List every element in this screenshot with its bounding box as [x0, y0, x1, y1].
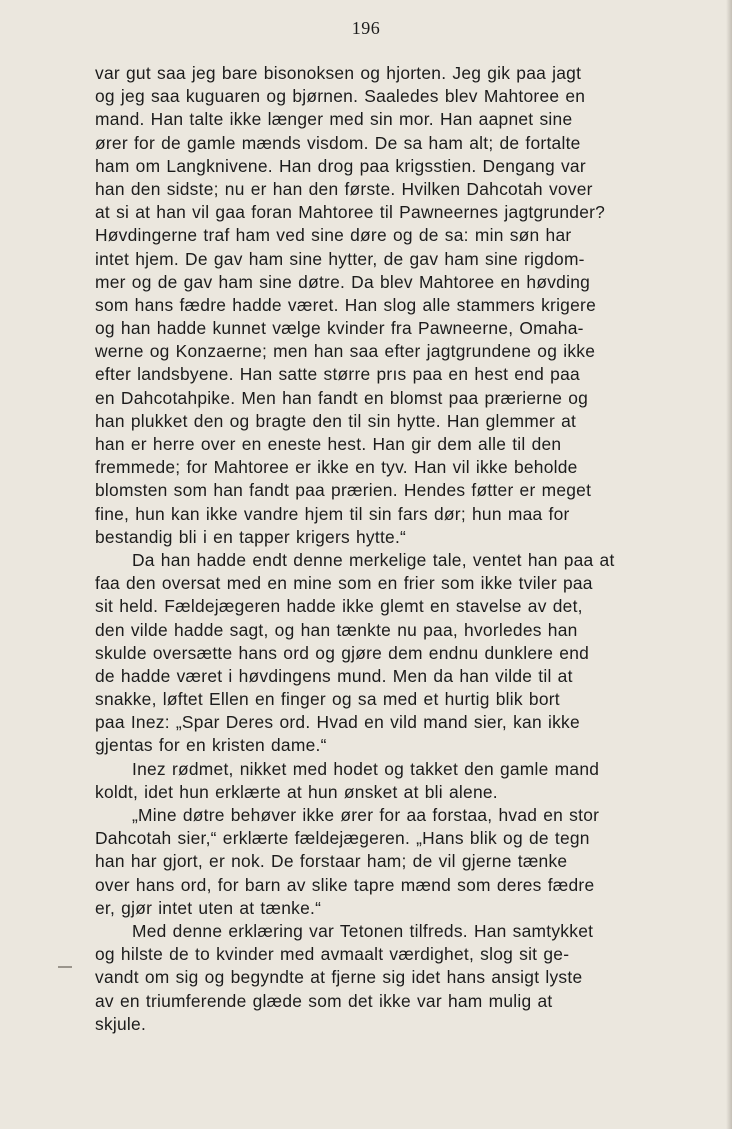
page-number: 196: [351, 18, 381, 38]
text-line: Høvdingerne traf ham ved sine døre og de sa: min søn har: [95, 225, 572, 246]
text-line: paa Inez: „Spar Deres ord. Hvad en vild mand sier, kan ikke: [95, 712, 580, 733]
margin-mark: [58, 966, 72, 968]
text-line: vandt om sig og begyndte at fjerne sig idet hans ansigt lyste: [95, 967, 583, 988]
paragraph-start-line: Inez rødmet, nikket med hodet og takket den gamle mand: [132, 758, 600, 779]
paragraph-start-line: Da han hadde endt denne merkelige tale, ventet han paa at: [132, 549, 615, 570]
paragraph-start-line: „Mine døtre behøver ikke ører for aa forstaa, hvad en stor: [132, 805, 600, 825]
text-line: blomsten som han fandt paa prærien. Hendes føtter er meget: [95, 480, 592, 501]
text-line: koldt, idet hun erklærte at hun ønsket at bli alene.: [95, 781, 498, 802]
text-line: er, gjør intet uten at tænke.“: [95, 897, 322, 918]
text-line: en Dahcotahpike. Men han fandt en blomst paa prærierne og: [95, 387, 589, 408]
text-line: snakke, løftet Ellen en finger og sa med et hurtig blik bort: [95, 689, 560, 710]
text-line: efter landsbyene. Han satte større prıs paa en hest end paa: [95, 364, 580, 385]
text-line: gjentas for en kristen dame.“: [95, 735, 327, 756]
text-line: ham om Langknivene. Han drog paa krigsstien. Dengang var: [95, 155, 586, 176]
text-line: og jeg saa kuguaren og bjørnen. Saaledes blev Mahtoree en: [95, 86, 586, 107]
text-line: faa den oversat med en mine som en frier som ikke tviler paa: [95, 573, 593, 594]
body-text: [95, 62, 715, 1036]
page-edge-shadow: [726, 0, 732, 1129]
paragraph-start-line: Med denne erklæring var Tetonen tilfreds. Han samtykket: [132, 920, 594, 941]
text-line: de hadde været i høvdingens mund. Men da han vilde til at: [95, 665, 573, 686]
text-line: mer og de gav ham sine døtre. Da blev Mahtoree en høvding: [95, 271, 591, 292]
text-line: fremmede; for Mahtoree er ikke en tyv. Han vil ikke beholde: [95, 457, 578, 478]
text-line: han den sidste; nu er han den første. Hvilken Dahcotah vover: [95, 178, 593, 199]
text-line: den vilde hadde sagt, og han tænkte nu paa, hvorledes han: [95, 619, 578, 640]
text-line: over hans ord, for barn av slike tapre mænd som deres fædre: [95, 874, 595, 895]
text-line: han har gjort, er nok. De forstaar ham; de vil gjerne tænke: [95, 851, 568, 872]
text-line: Dahcotah sier,“ erklærte fældejægeren. „Hans blik og de tegn: [95, 828, 590, 849]
text-line: ører for de gamle mænds visdom. De sa ham alt; de fortalte: [95, 132, 581, 153]
text-line: han er herre over en eneste hest. Han gir dem alle til den: [95, 434, 562, 454]
text-line: mand. Han talte ikke længer med sin mor. Han aapnet sine: [95, 109, 573, 130]
text-line: fine, hun kan ikke vandre hjem til sin fars dør; hun maa for: [95, 503, 570, 524]
text-line: og han hadde kunnet vælge kvinder fra Pawneerne, Omaha-: [95, 318, 584, 339]
text-line: bestandig bli i en tapper krigers hytte.“: [95, 526, 407, 547]
text-line: sit held. Fældejægeren hadde ikke glemt en stavelse av det,: [95, 596, 583, 617]
text-line: av en triumferende glæde som det ikke var ham mulig at: [95, 990, 553, 1011]
text-line: skulde oversætte hans ord og gjøre dem endnu dunklere end: [95, 642, 590, 663]
text-line: intet hjem. De gav ham sine hytter, de gav ham sine rigdom-: [95, 248, 585, 269]
text-line: werne og Konzaerne; men han saa efter jagtgrundene og ikke: [95, 341, 596, 362]
text-line: og hilste de to kvinder med avmaalt værdighet, slog sit ge-: [95, 944, 570, 965]
text-line: som hans fædre hadde været. Han slog alle stammers krigere: [95, 294, 596, 315]
text-line: at si at han vil gaa foran Mahtoree til Pawneernes jagtgrunder?: [95, 202, 606, 223]
text-line: skjule.: [95, 1013, 147, 1034]
text-line: var gut saa jeg bare bisonoksen og hjorten. Jeg gik paa jagt: [95, 63, 582, 83]
text-line: han plukket den og bragte den til sin hytte. Han glemmer at: [95, 410, 577, 431]
